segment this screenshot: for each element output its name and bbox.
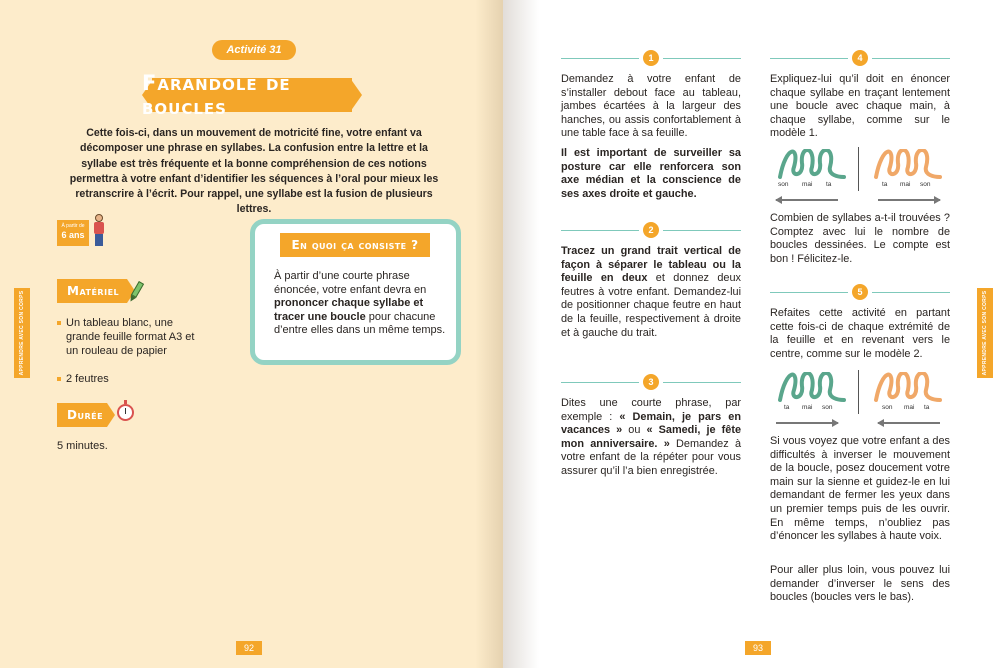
- loops-orange-icon: [874, 149, 944, 181]
- stopwatch-icon: [117, 404, 134, 421]
- list-item: 2 feutres: [57, 372, 207, 386]
- step-4-followup: Combien de syllabes a-t-il trouvées ? Comptez avec lui le nombre de boucles dessinées. Le compte est bon ! Félicitez-le.: [770, 212, 950, 265]
- loop-model-2: [770, 370, 950, 432]
- step-1-note: Il est important de surveiller sa posture car elle renforcera son axe médian et la conscience de ses axes droite et gauche.: [561, 147, 741, 200]
- syllable-label: son: [920, 181, 931, 188]
- syllable-label: son: [822, 404, 833, 411]
- step-number: 4: [852, 50, 868, 66]
- syllable-label: ta: [826, 181, 832, 188]
- step-3-text: Dites une courte phrase, par exemple : « Demain, je pars en vacances » ou « Samedi, je fête mon anniversaire. » Demandez à votre enfant de la répéter pour vous assurer qu’il l’a bien enregistrée.: [561, 397, 742, 477]
- child-icon: [92, 214, 106, 248]
- intro-paragraph: Cette fois-ci, dans un mouvement de motricité fine, votre enfant va décomposer une phrase en syllabes. La confusion entre la lettre et la syllabe est très fréquente et la bonne compréhension de ces notions permettra à votre enfant d’identifier les séquences à l’oral pour mieux les retranscrire à l’écrit. Pour rappel, une syllabe est la fusion de plusieurs lettres.: [69, 127, 439, 216]
- syllable-label: son: [778, 181, 789, 188]
- syllable-label: mai: [802, 181, 813, 188]
- loops-orange-icon: [874, 372, 944, 404]
- arrow-left-icon: [878, 419, 940, 427]
- age-badge: À partir de 6 ans: [57, 220, 89, 246]
- step-2-header: [561, 222, 741, 238]
- loops-green-icon: [778, 372, 848, 404]
- syllable-label: mai: [900, 181, 911, 188]
- arrow-right-icon: [878, 196, 940, 204]
- syllable-label: mai: [802, 404, 813, 411]
- duree-value: 5 minutes.: [57, 440, 108, 452]
- step-1-header: [561, 50, 741, 66]
- syllable-label: ta: [924, 404, 930, 411]
- arrow-right-icon: [776, 419, 838, 427]
- step-number: 5: [852, 284, 868, 300]
- step-1-text: Demandez à votre enfant de s’installer debout face au tableau, jambes écartées à la largeur des hanches, ou assis confortablement à une table face à sa feuille.: [561, 73, 741, 140]
- page-title: [142, 71, 362, 119]
- step-number: 1: [643, 50, 659, 66]
- step-5-extension: Pour aller plus loin, vous pouvez lui demander d’inverser le sens des boucles (boucles vers le bas).: [770, 564, 950, 604]
- page-title-text: Farandole de boucles: [142, 71, 291, 119]
- info-box-text: À partir d’une courte phrase énoncée, votre enfant devra en prononcer chaque syllabe et tracer une boucle pour chacune d’entre elles dans un même temps.: [274, 270, 446, 337]
- step-number: 2: [643, 222, 659, 238]
- gutter-shadow: [475, 0, 503, 668]
- activity-badge: Activité 31: [212, 40, 296, 60]
- info-box-title: En quoi ça consiste ?: [280, 233, 430, 257]
- page-number: 92: [236, 641, 262, 655]
- side-tab: APPRENDRE AVEC SON CORPS: [14, 288, 30, 378]
- materiel-list: [57, 316, 207, 400]
- step-4-text: Expliquez-lui qu’il doit en énoncer chaque syllabe en traçant lentement une boucle avec chaque main, à chaque syllabe, comme sur le modèle 1.: [770, 73, 950, 140]
- step-5-guidance: Si vous voyez que votre enfant a des difficultés à inverser le mouvement de la boucle, posez doucement votre main sur la sienne et guidez-le en lui demandant de fermer les yeux dans un premier temps puis de les ouvrir. En même temps, n’oubliez pas d’énoncer les syllabes à haute voix.: [770, 435, 950, 543]
- list-item: Un tableau blanc, une grande feuille format A3 et un rouleau de papier: [57, 316, 207, 358]
- step-5-header: [770, 284, 950, 300]
- page-number: 93: [745, 641, 771, 655]
- materiel-heading: Matériel: [57, 279, 127, 303]
- syllable-label: son: [882, 404, 893, 411]
- step-3-header: [561, 374, 741, 390]
- step-2-text: Tracez un grand trait vertical de façon à séparer le tableau ou la feuille en deux et donnez deux feutres à votre enfant. Demandez-lui de positionner chaque feutre en haut de la feuille, respectivement à droite et à gauche du trait.: [561, 245, 741, 339]
- syllable-label: ta: [882, 181, 888, 188]
- loops-green-icon: [778, 149, 848, 181]
- loop-model-1: [770, 147, 950, 209]
- duree-heading: Durée: [57, 403, 107, 427]
- step-4-header: [770, 50, 950, 66]
- arrow-left-icon: [776, 196, 838, 204]
- side-tab: APPRENDRE AVEC SON CORPS: [977, 288, 993, 378]
- step-5-text: Refaites cette activité en partant cette fois-ci de chaque extrémité de la feuille et en revenant vers le centre, comme sur le modèle 2.: [770, 307, 950, 360]
- syllable-label: mai: [904, 404, 915, 411]
- syllable-label: ta: [784, 404, 790, 411]
- gutter-shadow: [503, 0, 539, 668]
- step-number: 3: [643, 374, 659, 390]
